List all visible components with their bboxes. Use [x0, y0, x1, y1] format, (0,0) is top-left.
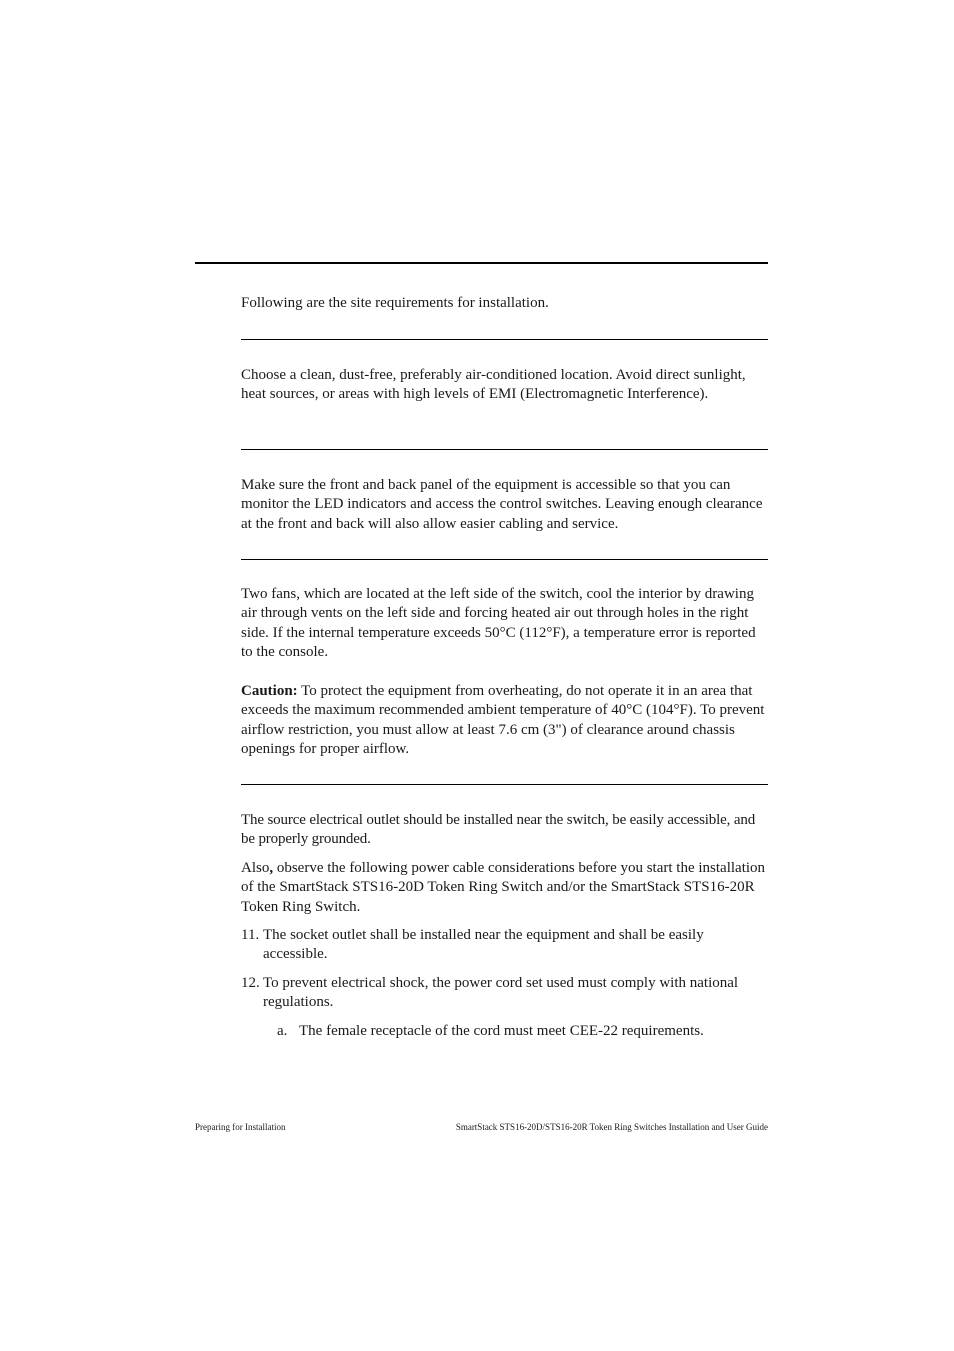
- list-item-number: 11.: [241, 927, 260, 943]
- sub-list-text: The female receptacle of the cord must meet CEE-22 requirements.: [299, 1023, 704, 1039]
- section-divider: [241, 559, 768, 560]
- power-also-rest: observe the following power cable considerations before you start the installation of the SmartStack STS16-20D Token Ring Switch and/or the SmartStack STS16-20R Token Ring Switch.: [241, 860, 766, 915]
- power-also-prefix: Also: [241, 860, 270, 876]
- list-item-text: The socket outlet shall be installed near the equipment and shall be easily accessible.: [263, 927, 704, 963]
- environment-text: Choose a clean, dust-free, preferably air-conditioned location. Avoid direct sunlight, heat sources, or areas with high levels of EMI (Electromagnetic Interference).: [241, 367, 746, 403]
- power-also-text: [241, 859, 769, 917]
- section-divider: [241, 449, 768, 450]
- caution-label: Caution:: [241, 683, 298, 699]
- power-outlet-text: The source electrical outlet should be installed near the switch, be easily accessible, and be properly grounded.: [241, 812, 756, 848]
- accessibility-text: Make sure the front and back panel of the equipment is accessible so that you can monitor the LED indicators and access the control switches. Leaving enough clearance at the front and back will also allow easier cabling and service.: [241, 477, 763, 532]
- intro-text: Following are the site requirements for installation.: [241, 295, 549, 311]
- list-item: [241, 926, 769, 965]
- power-also-comma: ,: [269, 860, 274, 876]
- top-rule: [195, 262, 768, 264]
- sub-list-letter: a.: [277, 1023, 288, 1039]
- caution-paragraph: [241, 682, 769, 759]
- footer-chapter: Preparing for Installation: [195, 1122, 286, 1132]
- list-item-number: 12.: [241, 975, 260, 991]
- sub-list-item: [277, 1022, 777, 1041]
- list-item-text: To prevent electrical shock, the power cord set used must comply with national regulations.: [263, 975, 739, 1011]
- section-divider: [241, 784, 768, 785]
- list-item: [241, 974, 769, 1013]
- caution-text: To protect the equipment from overheating, do not operate it in an area that exceeds the maximum recommended ambient temperature of 40°C (104°F). To prevent airflow restriction, you must allow at least 7.6 cm (3") of clearance around chassis openings for proper airflow.: [241, 683, 765, 757]
- cooling-text: Two fans, which are located at the left side of the switch, cool the interior by drawing air through vents on the left side and forcing heated air out through holes in the right side. If the internal temperature exceeds 50°C (112°F), a temperature error is reported to the console.: [241, 586, 756, 660]
- footer-book-title: SmartStack STS16-20D/STS16-20R Token Ring Switches Installation and User Guide: [455, 1122, 768, 1132]
- section-divider: [241, 339, 768, 340]
